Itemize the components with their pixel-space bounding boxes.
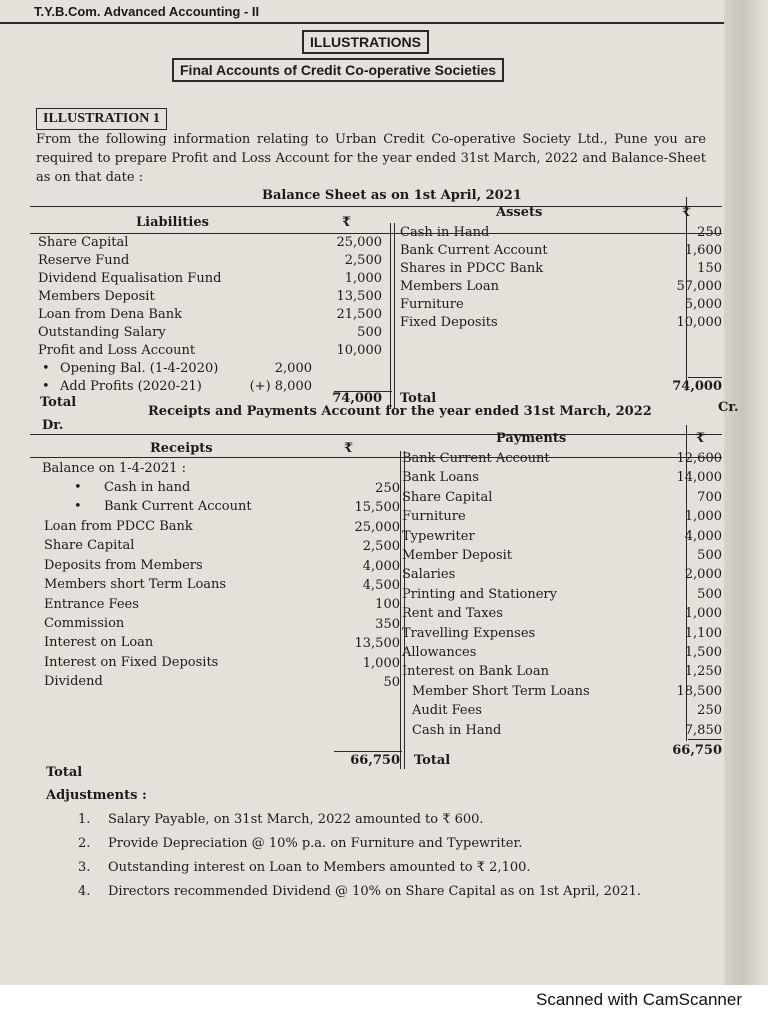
- payment-row: [30, 470, 722, 487]
- rp-center-double-rule: [400, 451, 405, 769]
- receipt-amount: 100: [375, 597, 400, 613]
- payment-row: [30, 490, 722, 507]
- payment-label: Bank Loans: [402, 470, 479, 486]
- receipt-amount: 2,500: [362, 539, 400, 555]
- payment-label: Allowances: [402, 645, 477, 660]
- receipt-label: Share Capital: [44, 538, 135, 554]
- liability-label: Loan from Dena Bank: [38, 307, 182, 322]
- liability-label: Members Deposit: [38, 289, 155, 304]
- bs-pl-sub-row: [30, 361, 722, 378]
- liability-label: Reserve Fund: [38, 253, 130, 268]
- intro-paragraph: From the following information relating to Urban Credit Co-operative Society Ltd., Pune you are required to prepare Profit and Loss Account for the year ended 31st March, 2022 and Balance-Sheet as on that date :: [36, 132, 706, 185]
- payment-row: [30, 548, 722, 565]
- adjustment-item: [78, 812, 718, 834]
- payment-row: [30, 626, 722, 643]
- payment-amount: 4,000: [684, 528, 722, 544]
- bs-center-double-rule: [390, 223, 395, 409]
- bs-asset-row: [30, 297, 722, 314]
- payment-label: Rent and Taxes: [402, 606, 503, 622]
- receipt-label: Interest on Loan: [44, 635, 154, 651]
- bs-total-label: Total: [40, 395, 77, 410]
- payment-row: [30, 529, 722, 546]
- payment-label: Member Deposit: [402, 548, 513, 563]
- payment-label: Travelling Expenses: [402, 625, 536, 641]
- payment-amount: 1,100: [684, 625, 722, 641]
- rp-total-label-payments: Total: [414, 753, 451, 768]
- assets-rupee-header: ₹: [682, 205, 692, 220]
- liability-label: Share Capital: [38, 235, 129, 250]
- adjustment-text: Salary Payable, on 31st March, 2022 amounted to ₹ 600.: [108, 812, 484, 827]
- bs-right-column-rule: [686, 197, 687, 391]
- payment-row: [30, 664, 722, 681]
- liability-amount: 13,500: [336, 289, 382, 304]
- liability-amount: 500: [357, 325, 382, 340]
- payment-amount: 12,600: [676, 451, 722, 466]
- receipt-amount: 15,500: [354, 500, 400, 516]
- adjustment-number: 1.: [78, 812, 91, 827]
- bs-asset-row: [30, 279, 722, 296]
- assets-header: Assets: [496, 205, 543, 220]
- bs-asset-row: [30, 243, 722, 260]
- payment-amount: 18,500: [676, 683, 722, 699]
- receipt-label: Members short Term Loans: [44, 577, 227, 593]
- balance-sheet-title: Balance Sheet as on 1st April, 2021: [262, 188, 522, 203]
- payment-amount: 1,000: [684, 509, 722, 525]
- rp-right-column-rule: [686, 425, 687, 741]
- bullet-icon: •: [42, 379, 50, 394]
- asset-label: Bank Current Account: [400, 243, 548, 258]
- adjustment-item: [78, 884, 718, 906]
- pl-sub-value: 2,000: [274, 361, 312, 376]
- bs-header-rule: [30, 233, 722, 234]
- receipts-rupee-header: ₹: [344, 441, 354, 456]
- illustration-number: ILLUSTRATION 1: [36, 108, 167, 130]
- adjustment-item: [78, 860, 718, 882]
- asset-label: Fixed Deposits: [400, 315, 498, 330]
- payment-amount: 7,850: [684, 722, 722, 738]
- payment-amount: 500: [697, 586, 722, 602]
- receipt-amount: 13,500: [354, 636, 400, 652]
- liability-label: Profit and Loss Account: [38, 343, 196, 358]
- receipt-amount: 4,000: [362, 558, 400, 574]
- receipts-header: Receipts: [150, 441, 213, 456]
- payment-row: [30, 645, 722, 662]
- receipt-label: Deposits from Members: [44, 557, 203, 573]
- payment-label: Share Capital: [402, 489, 493, 505]
- asset-amount: 10,000: [676, 315, 722, 330]
- rp-header-rule: [30, 457, 722, 458]
- payment-label: Interest on Bank Loan: [402, 664, 549, 680]
- pl-sub-value: (+) 8,000: [249, 379, 312, 394]
- balance-sheet-table: [30, 206, 722, 417]
- payment-amount: 1,000: [684, 606, 722, 622]
- payment-row: [30, 606, 722, 623]
- payments-header: Payments: [496, 431, 567, 446]
- adjustment-text: Provide Depreciation @ 10% p.a. on Furniture and Typewriter.: [108, 836, 523, 851]
- payment-label: Cash in Hand: [412, 722, 502, 738]
- payment-label: Printing and Stationery: [402, 586, 557, 602]
- payments-rupee-header: ₹: [696, 431, 706, 446]
- liability-amount: 25,000: [336, 235, 382, 250]
- asset-amount: 5,000: [684, 297, 722, 312]
- rp-cr-label: Cr.: [718, 400, 739, 415]
- adjustments-list: [78, 812, 718, 900]
- receipt-label: Dividend: [44, 674, 103, 690]
- payment-amount: 500: [697, 548, 722, 563]
- asset-amount: 57,000: [676, 279, 722, 294]
- adjustment-text: Directors recommended Dividend @ 10% on Share Capital as on 1st April, 2021.: [108, 884, 641, 899]
- bs-asset-row: [30, 261, 722, 278]
- pl-sub-label: Opening Bal. (1-4-2020): [60, 361, 219, 376]
- liabilities-header: Liabilities: [136, 215, 209, 230]
- payment-amount: 250: [697, 703, 722, 719]
- illustrations-heading: ILLUSTRATIONS: [302, 30, 429, 54]
- receipt-amount: 250: [375, 481, 400, 496]
- bullet-icon: •: [74, 480, 82, 495]
- adjustment-number: 2.: [78, 836, 91, 851]
- course-title: T.Y.B.Com. Advanced Accounting - II: [34, 4, 260, 19]
- liability-amount: 10,000: [336, 343, 382, 358]
- adjustment-number: 4.: [78, 884, 91, 899]
- receipt-amount: 25,000: [354, 519, 400, 535]
- bs-asset-row: [30, 315, 722, 332]
- payment-amount: 1,500: [684, 645, 722, 660]
- bs-total-liabilities: 74,000: [332, 391, 382, 406]
- rp-dr-label: Dr.: [42, 418, 64, 433]
- rp-balance-bank: Bank Current Account: [104, 499, 252, 514]
- payment-label: Salaries: [402, 567, 456, 583]
- rp-balance-label: Balance on 1-4-2021 :: [42, 461, 186, 476]
- asset-amount: 150: [697, 261, 722, 276]
- receipt-amount: 4,500: [362, 578, 400, 593]
- payment-row: [30, 723, 722, 740]
- payment-row: [30, 587, 722, 604]
- bs-liab-total-rule: [334, 391, 392, 392]
- payment-label: Audit Fees: [412, 703, 482, 719]
- payment-amount: 2,000: [684, 567, 722, 583]
- receipts-payments-table: [30, 431, 722, 780]
- camscanner-watermark: Scanned with CamScanner: [535, 990, 742, 1009]
- payment-row: [30, 509, 722, 526]
- bs-total-assets: 74,000: [672, 379, 722, 394]
- rp-receipts-total-rule: [334, 751, 402, 752]
- adjustments-title: Adjustments :: [46, 788, 147, 803]
- payment-label: Furniture: [402, 509, 466, 525]
- liability-amount: 1,000: [344, 271, 382, 286]
- liab-rupee-header: ₹: [342, 215, 352, 230]
- bullet-icon: •: [42, 361, 50, 376]
- pl-sub-label: Add Profits (2020-21): [60, 379, 202, 394]
- payment-label: Typewriter: [402, 528, 475, 544]
- payment-amount: 14,000: [676, 470, 722, 486]
- liability-label: Outstanding Salary: [38, 325, 166, 340]
- bs-row: [30, 343, 722, 360]
- bullet-icon: •: [74, 499, 82, 514]
- payment-amount: 1,250: [684, 664, 722, 680]
- rp-total-payments: 66,750: [672, 743, 722, 758]
- asset-label: Shares in PDCC Bank: [400, 261, 544, 276]
- rp-payments-total-rule: [688, 739, 722, 740]
- rp-balance-cash: Cash in hand: [104, 480, 191, 495]
- receipt-amount: 1,000: [362, 655, 400, 671]
- receipt-label: Entrance Fees: [44, 596, 139, 612]
- payment-row: [30, 567, 722, 584]
- page-spine-edge: [724, 0, 768, 985]
- bs-total-label-assets: Total: [400, 391, 437, 406]
- payment-label: Bank Current Account: [402, 451, 550, 466]
- payment-label: Member Short Term Loans: [412, 683, 590, 699]
- asset-label: Members Loan: [400, 279, 499, 294]
- receipt-amount: 50: [383, 675, 400, 690]
- receipt-label: Loan from PDCC Bank: [44, 519, 193, 534]
- payment-row: [30, 684, 722, 701]
- asset-label: Furniture: [400, 297, 464, 312]
- receipt-label: Commission: [44, 616, 125, 631]
- adjustment-text: Outstanding interest on Loan to Members amounted to ₹ 2,100.: [108, 860, 531, 875]
- rp-title: Receipts and Payments Account for the year ended 31st March, 2022: [148, 404, 652, 419]
- rp-total-receipts: 66,750: [350, 753, 400, 768]
- liability-label: Dividend Equalisation Fund: [38, 271, 222, 286]
- rp-total-label: Total: [46, 765, 83, 780]
- adjustment-item: [78, 836, 718, 858]
- liability-amount: 21,500: [336, 307, 382, 322]
- bs-assets-total-rule: [688, 377, 722, 378]
- liability-amount: 2,500: [344, 253, 382, 268]
- adjustment-number: 3.: [78, 860, 91, 875]
- payment-amount: 700: [697, 489, 722, 505]
- asset-amount: 250: [697, 225, 722, 240]
- asset-amount: 1,600: [684, 243, 722, 258]
- asset-label: Cash in Hand: [400, 225, 490, 240]
- section-heading: Final Accounts of Credit Co-operative Societies: [172, 58, 504, 82]
- receipt-label: Interest on Fixed Deposits: [44, 654, 219, 670]
- page-header: [0, 0, 724, 24]
- payment-row: [30, 451, 722, 468]
- receipt-amount: 350: [375, 616, 400, 632]
- payment-row: [30, 703, 722, 720]
